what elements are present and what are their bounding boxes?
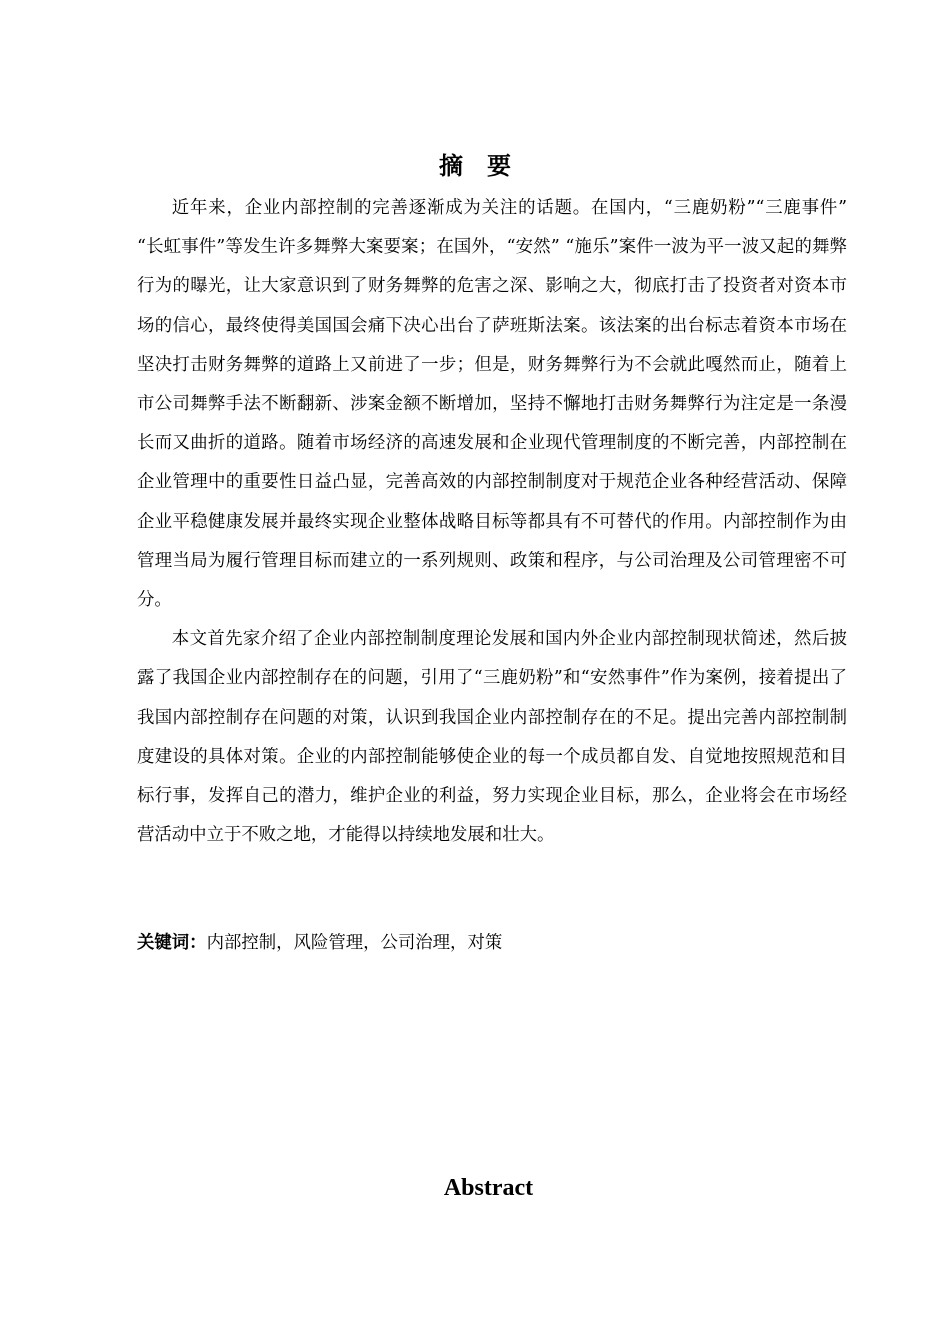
keywords-line [137,924,847,963]
keywords-text: 内部控制，风险管理，公司治理，对策 [206,933,503,953]
abstract-title-en: Abstract [443,1175,534,1201]
abstract-paragraph-2: 本文首先家介绍了企业内部控制制度理论发展和国内外企业内部控制现状简述，然后披露了我国企业内部控制存在的问题，引用了“三鹿奶粉”和“安然事件”作为案例，接着提出了我国内部控制存在问题的对策，认识到我国企业内部控制存在的不足。提出完善内部控制制度建设的具体对策。企业的内部控制能够使企业的每一个成员都自发、自觉地按照规范和目标行事，发挥自己的潜力，维护企业的利益，努力实现企业目标，那么，企业将会在市场经营活动中立于不败之地，才能得以持续地发展和壮大。 [137,629,847,846]
abstract-paragraph-1: 近年来，企业内部控制的完善逐渐成为关注的话题。在国内，“三鹿奶粉”“三鹿事件” “长虹事件”等发生许多舞弊大案要案；在国外，“安然” “施乐”案件一波为平一波又起的舞弊行为的曝光，让大家意识到了财务舞弊的危害之深、影响之大，彻底打击了投资者对资本市场的信心，最终使得美国国会痛下决心出台了萨班斯法案。该法案的出台标志着资本市场在坚决打击财务舞弊的道路上又前进了一步；但是，财务舞弊行为不会就此嘎然而止，随着上市公司舞弊手法不断翻新、涉案金额不断增加，坚持不懈地打击财务舞弊行为注定是一条漫长而又曲折的道路。随着市场经济的高速发展和企业现代管理制度的不断完善，内部控制在企业管理中的重要性日益凸显，完善高效的内部控制制度对于规范企业各种经营活动、保障企业平稳健康发展并最终实现企业整体战略目标等都具有不可替代的作用。内部控制作为由管理当局为履行管理目标而建立的一系列规则、政策和程序，与公司治理及公司管理密不可分。 [137,198,847,611]
abstract-body-cn [137,189,847,855]
keywords-label: 关键词： [137,933,207,953]
abstract-title-cn: 摘要 [439,152,535,180]
